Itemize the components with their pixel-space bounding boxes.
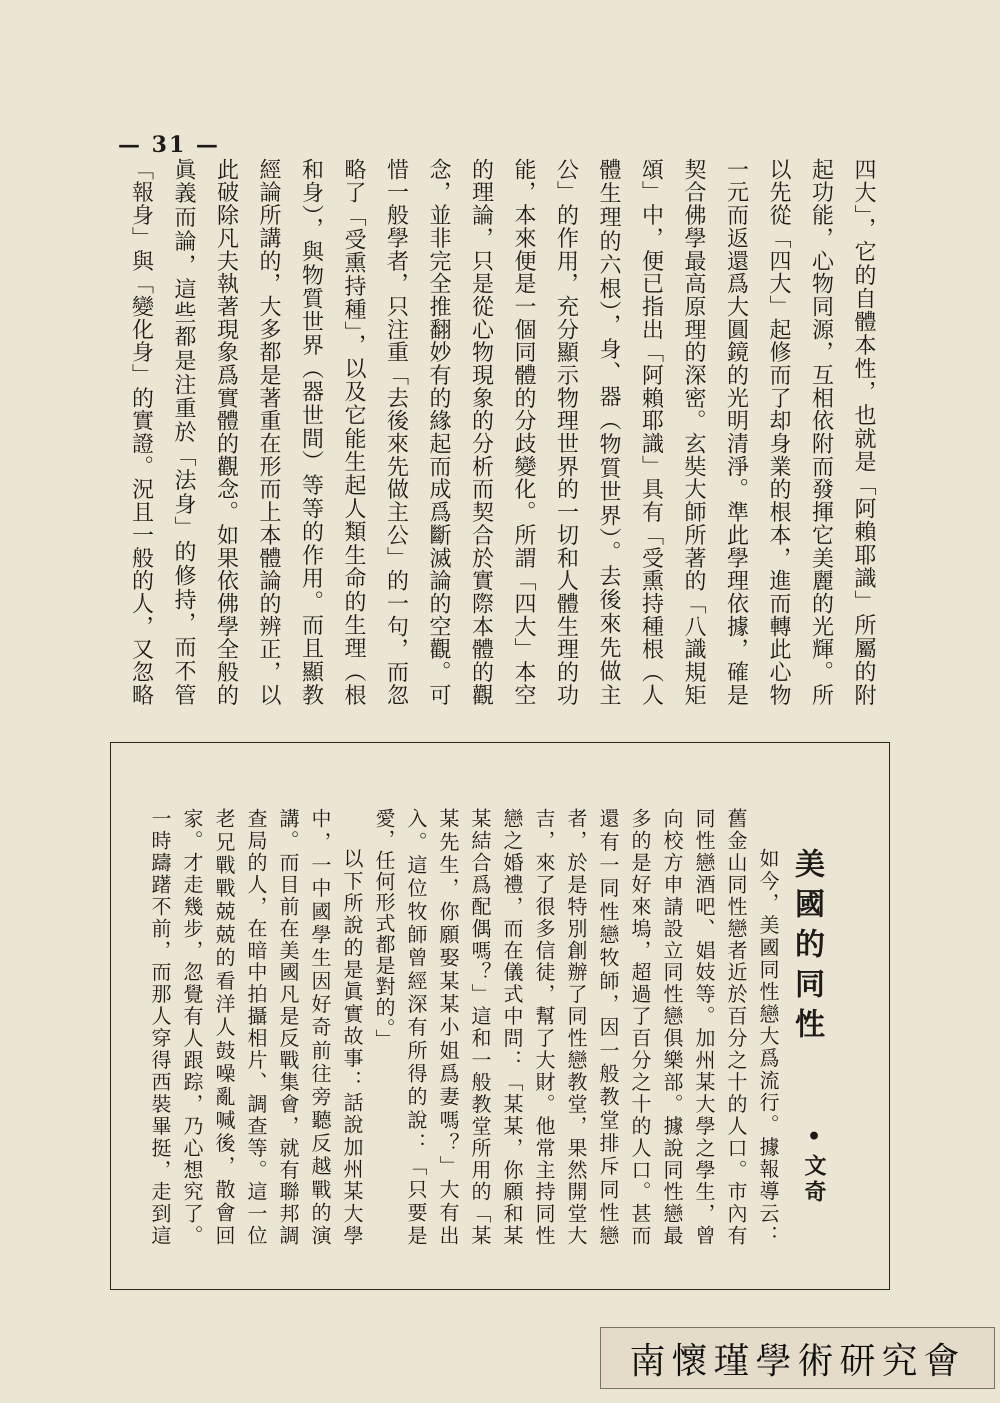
main-paragraph-1: 四大」，它的自體本性，也就是「阿賴耶識」所屬的附起功能，心物同源，互相依附而發揮它美麗的光輝。所以先從「四大」起修而了却身業的根本，進而轉此心物一元而返還爲大圓鏡的光明清淨。準此學理依據，確是契合佛學最高原理的深密。玄奘大師所著的「八識規矩頌」中，便已指出「阿賴耶識」具有「受熏持種根（人體生理的六根），身、器（物質世界）。去後來先做主公」的作用，充分顯示物理世界的一切和人體生理的功能，本來便是一個同體的分歧變化。所謂「四大」本空的理論，只是從心物現象的分析而契合於實際本體的觀念，並非完全推翻妙有的緣起而成爲斷滅論的空觀。可惜一般學者，只注重「去後來先做主公」的一句，而忽略了「受熏持種」，以及它能生起人類生命的生理（根和身），與物質世界（器世間）等等的作用。而且顯教經論所講的，大多都是著重在形而上本體論的辨正，以此破除凡夫執著現象爲實體的觀念。如果依佛學全般的眞義而論，這些都是注重於「法身」的修持，而不管「報身」與「變化身」的實證。況且一般的人，又忽略	[128, 158, 876, 706]
page-number: — 31 —	[118, 132, 220, 158]
article-author: •文奇	[801, 1124, 827, 1206]
watermark-stamp: 南懷瑾學術研究會	[600, 1327, 995, 1389]
article-body-text	[148, 808, 784, 1246]
article-title: 美國的同性	[789, 848, 824, 1048]
article-paragraph-1: 如今，美國同性戀大爲流行。據報導云：舊金山同性戀者近於百分之十的人口。市內有同性戀酒吧、娼妓等。加州某大學之學生，曾向校方申請設立同性戀俱樂部。據說同性戀最多的是好來塢，超過了百分之十的人口。甚而還有一同性戀牧師，因一般教堂排斥同性戀者，於是特別創辦了同性戀教堂，果然開堂大吉，來了很多信徒，幫了大財。他常主持同性戀之婚禮，而在儀式中問：「某某，你願和某某結合爲配偶嗎？」這和一般教堂所用的「某某先生，你願娶某某小姐爲妻嗎？」大有出入。這位牧師曾經深有所得的說：「只要是愛，任何形式都是對的。」	[372, 808, 780, 1246]
article-paragraph-2: 以下所說的是眞實故事：話說加州某大學中，一中國學生因好奇前往旁聽反越戰的演講。而目前在美國凡是反戰集會，就有聯邦調查局的人，在暗中拍攝相片、調查等。這一位老兄戰戰兢兢的看洋人鼓噪亂喊後，散會回家。才走幾步，忽覺有人跟踪，乃心想究了。一時躊躇不前，而那人穿得西裝畢挺，走到這	[148, 808, 364, 1246]
main-body-text	[112, 158, 884, 706]
